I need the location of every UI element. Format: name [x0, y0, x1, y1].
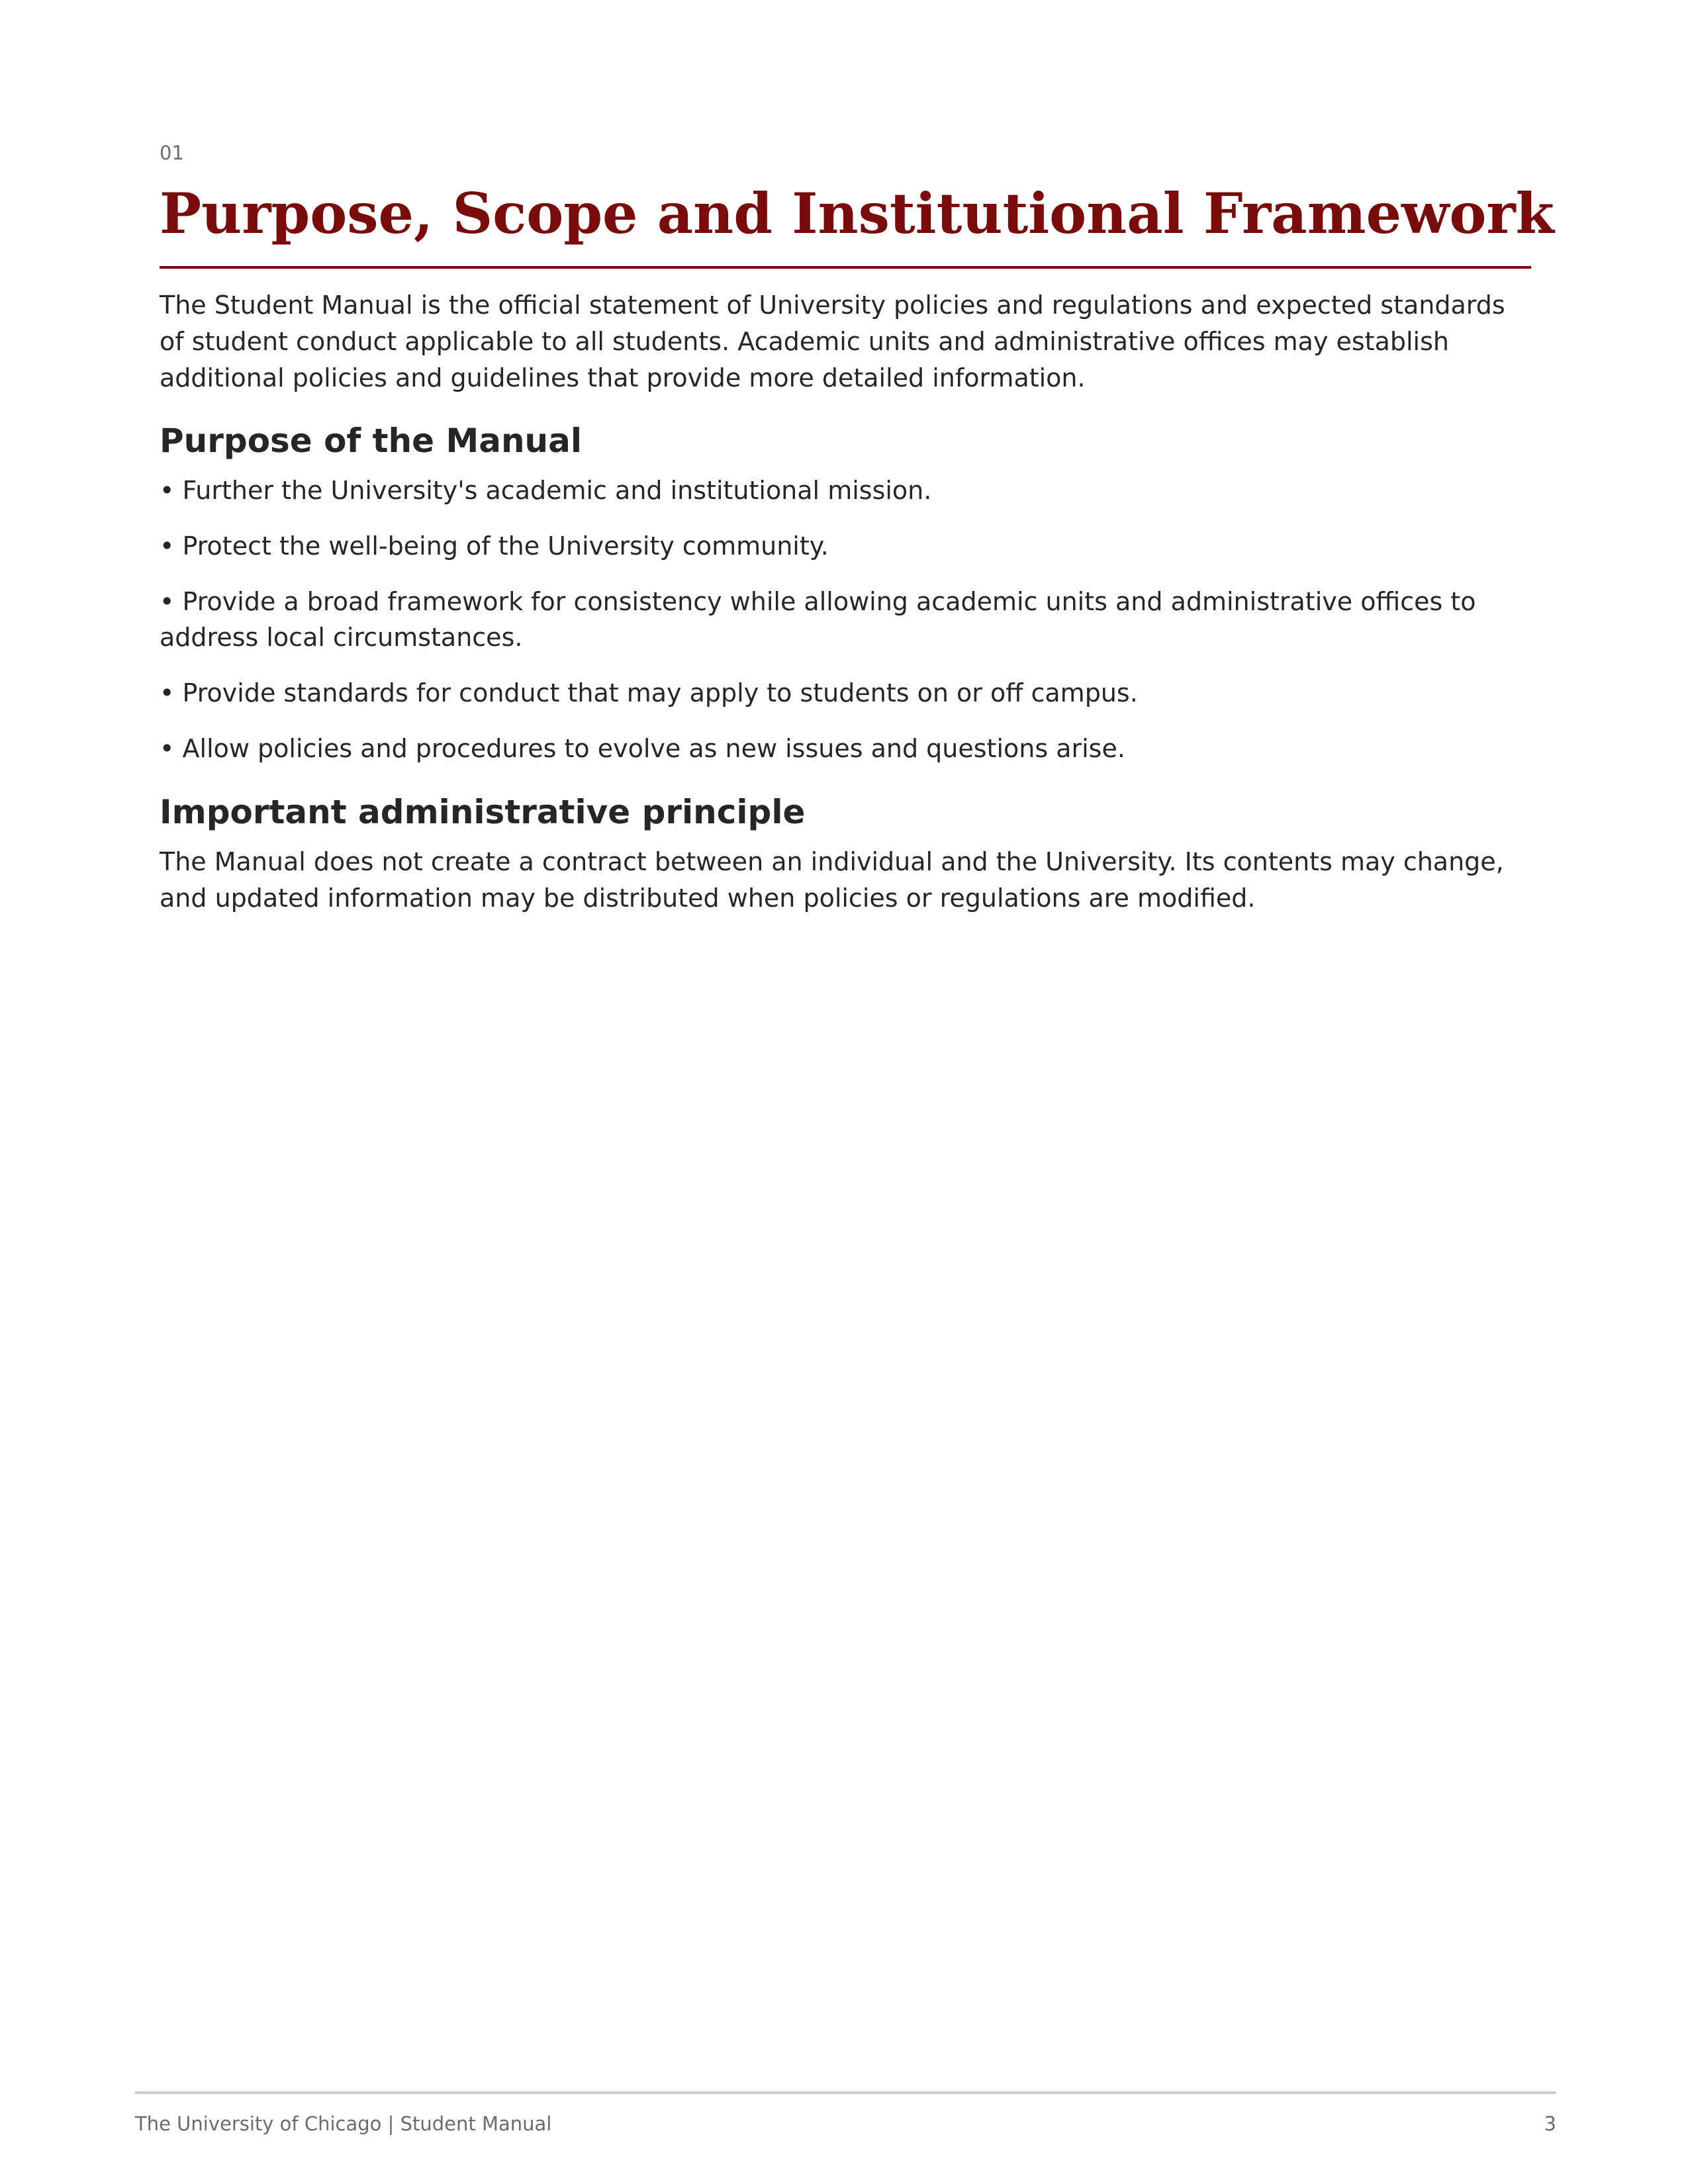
list-item — [160, 675, 1531, 711]
list-item-text: Further the University's academic and institutional mission. — [182, 476, 932, 505]
section-number: 01 — [160, 142, 184, 164]
list-item — [160, 528, 1531, 564]
list-item-text: Protect the well-being of the University community. — [182, 531, 829, 561]
list-item-text: Provide standards for conduct that may apply to students on or off campus. — [182, 678, 1138, 707]
list-item-text: Allow policies and procedures to evolve as new issues and questions arise. — [182, 734, 1125, 763]
bullet-icon: • — [160, 734, 175, 763]
bullet-icon: • — [160, 531, 175, 561]
list-item — [160, 731, 1531, 766]
title-divider — [160, 266, 1531, 269]
bullet-icon: • — [160, 678, 175, 707]
purpose-heading: Purpose of the Manual — [160, 422, 583, 460]
principle-paragraph: The Manual does not create a contract between an individual and the University. Its contents may change, and updated information may be distributed when policies or regulations are modified. — [160, 847, 1504, 913]
list-item-text: Provide a broad framework for consistency while allowing academic units and administrative offices to address local circumstances. — [160, 587, 1476, 652]
bullet-icon: • — [160, 587, 175, 616]
footer-divider — [135, 2091, 1556, 2094]
list-item — [160, 584, 1531, 655]
intro-paragraph: The Student Manual is the official statement of University policies and regulations and expected standards of student conduct applicable to all students. Academic units and administrative offices may establish additional policies and guidelines that provide more detailed information. — [160, 291, 1505, 392]
page-title: Purpose, Scope and Institutional Framework — [160, 181, 1554, 246]
footer-title: The University of Chicago | Student Manual — [135, 2113, 552, 2135]
list-item — [160, 473, 1531, 508]
bullet-icon: • — [160, 476, 175, 505]
purpose-list — [160, 473, 1531, 786]
principle-heading: Important administrative principle — [160, 793, 806, 831]
page-number: 3 — [1544, 2113, 1556, 2135]
